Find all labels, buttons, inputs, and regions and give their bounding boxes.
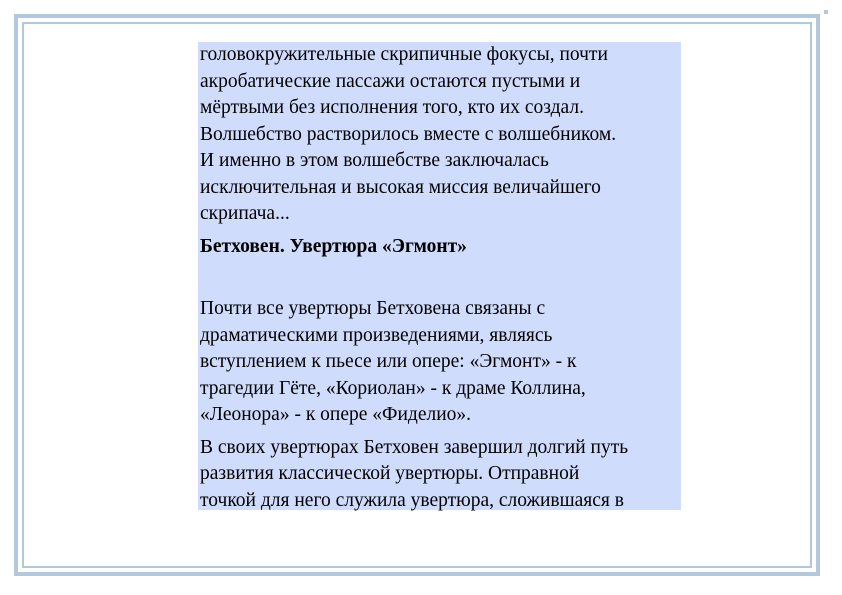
text-content-block [198,42,681,510]
paragraph-2 [200,296,679,429]
paragraph-1-line: И именно в этом волшебстве заключалась [200,150,549,171]
paragraph-3-line: развития классической увертюры. Отправной [200,463,580,484]
corner-mark [824,10,828,14]
paragraph-1-line: головокружительные скрипичные фокусы, почти [200,44,608,65]
paragraph-2-line: Почти все увертюры Бетховена связаны с [200,298,546,319]
paragraph-1-line: исключительная и высокая миссия величайшего [200,176,601,198]
paragraph-1-line: скрипача... [200,203,290,224]
paragraph-2-line: драматическими произведениями, являясь [200,324,553,346]
paragraph-1-line: Волшебство растворилось вместе с волшебником. [200,123,617,145]
paragraph-1-line: акробатические пассажи остаются пустыми и [200,70,581,92]
paragraph-3-line: точкой для него служила увертюра, сложившаяся в [200,489,624,511]
paragraph-1 [200,42,679,228]
paragraph-1-line: мёртвыми без исполнения того, кто их создал. [200,97,584,118]
paragraph-3-line: В своих увертюрах Бетховен завершил долгий путь [200,436,629,458]
section-heading: Бетховен. Увертюра «Эгмонт» [200,235,467,257]
paragraph-2-line: «Леонора» - к опере «Фиделио». [200,404,472,425]
paragraph-2-line: трагедии Гёте, «Кориолан» - к драме Коллина, [200,377,586,399]
paragraph-2-line: вступлением к пьесе или опере: «Эгмонт» - к [200,351,577,372]
paragraph-3 [200,435,679,515]
